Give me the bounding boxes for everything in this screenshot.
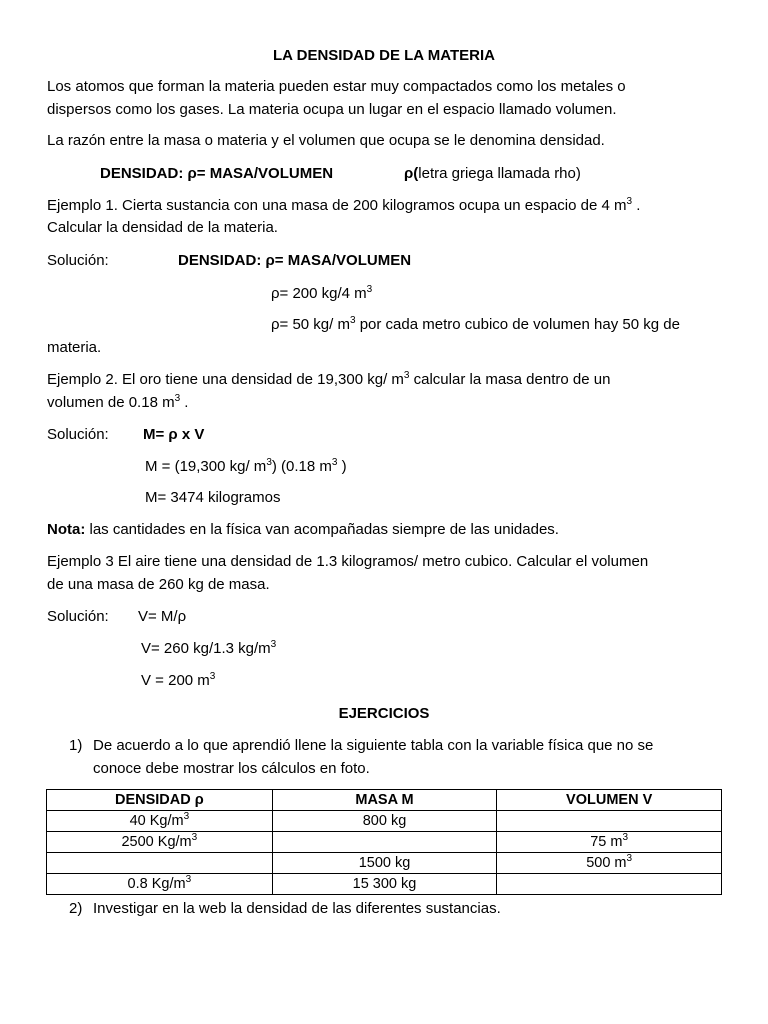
- table-cell: [272, 874, 497, 895]
- table-header-row: [47, 790, 722, 811]
- superscript: 3: [626, 196, 633, 207]
- superscript: 3: [266, 457, 272, 468]
- superscript: 3: [349, 315, 356, 326]
- ejemplo3-line-2: de una masa de 260 kg de masa.: [47, 576, 270, 593]
- table-cell: [497, 853, 722, 874]
- superscript: 3: [183, 811, 190, 822]
- superscript: 3: [403, 370, 410, 381]
- ejemplo2-text-cont: calcular la masa dentro de un: [409, 371, 611, 388]
- superscript: 3: [185, 874, 192, 885]
- intro-line-2: dispersos como los gases. La materia ocupa un lugar en el espacio llamado volumen.: [47, 101, 617, 118]
- ejemplo2-line-1: [47, 370, 610, 390]
- nota-text: las cantidades en la física van acompañadas siempre de las unidades.: [85, 521, 559, 538]
- ejemplo3-step-1: [141, 639, 276, 659]
- ejemplo3-solution-formula: V= M/ρ: [138, 608, 187, 625]
- exercise-1-line-2: conoce debe mostrar los cálculos en foto.: [93, 760, 370, 777]
- ejemplo3-line-1: Ejemplo 3 El aire tiene una densidad de 1.3 kilogramos/ metro cubico. Calcular el volumen: [47, 553, 649, 570]
- table-cell: [47, 874, 273, 895]
- intro-line-3: La razón entre la masa o materia y el volumen que ocupa se le denomina densidad.: [47, 132, 605, 149]
- ejemplo2-solution-formula: M= ρ x V: [143, 426, 205, 443]
- ejemplo1-step-1: [271, 284, 372, 304]
- nota-label: Nota:: [47, 521, 86, 538]
- exercise-2-number: 2): [69, 900, 83, 917]
- exercise-1-line-1: De acuerdo a lo que aprendió llene la siguiente tabla con la variable física que no se: [93, 737, 654, 754]
- exercise-1-number: 1): [69, 737, 83, 754]
- superscript: 3: [331, 457, 338, 468]
- header-masa: MASA M: [272, 790, 497, 811]
- header-volumen: VOLUMEN V: [497, 790, 722, 811]
- ejemplo1-end: .: [632, 197, 641, 214]
- intro-line-1: Los atomos que forman la materia pueden estar muy compactados como los metales o: [47, 78, 626, 95]
- step-text: ρ= 200 kg/4 m: [271, 285, 367, 302]
- table-cell: [272, 853, 497, 874]
- cell-value: 0.8 Kg/m: [127, 876, 186, 892]
- table-cell: [497, 832, 722, 853]
- step-text-cont: ) (0.18 m: [271, 458, 332, 475]
- ejemplo1-text: Ejemplo 1. Cierta sustancia con una masa de 200 kilogramos ocupa un espacio de 4 m: [47, 197, 627, 214]
- superscript: 3: [209, 671, 216, 682]
- rho-note: [404, 164, 581, 184]
- step-text-cont: por cada metro cubico de volumen hay 50 kg de: [355, 316, 680, 333]
- header-densidad: DENSIDAD ρ: [47, 790, 273, 811]
- exercise-2-text: Investigar en la web la densidad de las diferentes sustancias.: [93, 900, 501, 917]
- rho-symbol: ρ(: [404, 165, 419, 182]
- table-cell: [47, 811, 273, 832]
- ejemplo3-solution-label: Solución:: [47, 608, 109, 625]
- step-text: V= 260 kg/1.3 kg/m: [141, 640, 271, 657]
- ejemplo1-solution-formula: DENSIDAD: ρ= MASA/VOLUMEN: [178, 252, 412, 269]
- ejemplo2-solution-label: Solución:: [47, 426, 109, 443]
- density-table: [46, 789, 722, 895]
- table-cell: [272, 832, 497, 853]
- document-title: LA DENSIDAD DE LA MATERIA: [273, 47, 495, 64]
- table-cell: [47, 832, 273, 853]
- superscript: 3: [366, 284, 373, 295]
- table-cell: [497, 811, 722, 832]
- ejemplo1-step-2: [271, 315, 680, 335]
- ejercicios-heading: EJERCICIOS: [338, 705, 430, 722]
- step-text: M = (19,300 kg/ m: [145, 458, 267, 475]
- ejemplo2-text-end: .: [180, 394, 189, 411]
- ejemplo1-step-2-cont: materia.: [47, 339, 102, 356]
- cell-value: 15 300 kg: [352, 876, 417, 892]
- cell-value: 40 Kg/m: [129, 813, 184, 829]
- nota-line: [47, 520, 559, 540]
- ejemplo2-step-1: [145, 457, 347, 477]
- superscript: 3: [626, 853, 633, 864]
- superscript: 3: [174, 393, 181, 404]
- table-row: [47, 811, 722, 832]
- step-text: ρ= 50 kg/ m: [271, 316, 350, 333]
- ejemplo1-line-2: Calcular la densidad de la materia.: [47, 219, 278, 236]
- cell-value: 75 m: [590, 834, 623, 850]
- rho-note-text: letra griega llamada rho): [418, 165, 581, 182]
- superscript: 3: [622, 832, 629, 843]
- step-text-end: ): [337, 458, 347, 475]
- superscript: 3: [191, 832, 198, 843]
- cell-value: 500 m: [586, 855, 627, 871]
- ejemplo2-step-2: M= 3474 kilogramos: [145, 489, 281, 506]
- ejemplo3-step-2: [141, 671, 215, 691]
- cell-value: 2500 Kg/m: [121, 834, 192, 850]
- ejemplo2-line-2: [47, 393, 188, 413]
- table-row: [47, 874, 722, 895]
- ejemplo1-line-1: [47, 196, 640, 216]
- superscript: 3: [270, 639, 277, 650]
- density-formula: DENSIDAD: ρ= MASA/VOLUMEN: [100, 165, 334, 182]
- ejemplo2-text: volumen de 0.18 m: [47, 394, 175, 411]
- ejemplo2-text: Ejemplo 2. El oro tiene una densidad de 19,300 kg/ m: [47, 371, 404, 388]
- table-row: [47, 832, 722, 853]
- table-row: [47, 853, 722, 874]
- step-text: V = 200 m: [141, 672, 210, 689]
- cell-value: 800 kg: [362, 813, 407, 829]
- table-cell: [497, 874, 722, 895]
- ejemplo1-solution-label: Solución:: [47, 252, 109, 269]
- cell-value: 1500 kg: [358, 855, 411, 871]
- table-cell: [47, 853, 273, 874]
- table-cell: [272, 811, 497, 832]
